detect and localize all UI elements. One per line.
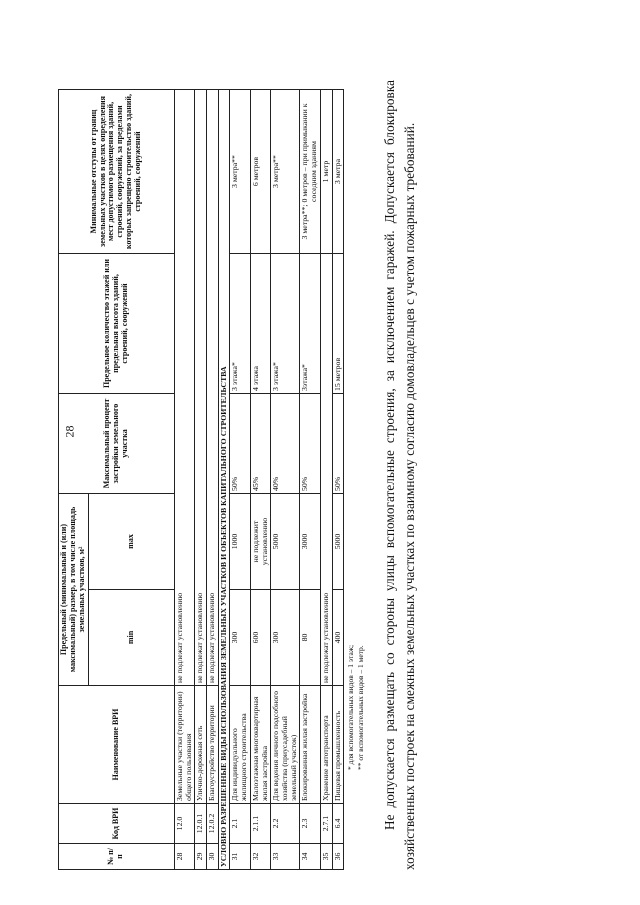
section-row xyxy=(218,90,230,870)
cell-num: 32 xyxy=(250,844,270,870)
table-row xyxy=(300,90,320,870)
cell-code: 2.3 xyxy=(300,804,320,844)
cell-setback: 1 метр xyxy=(320,90,332,254)
cell-code: 2.1 xyxy=(230,804,250,844)
paragraph-text: Не допускается размещать со стороны улицы вспомогательные строения, за исключением гаражей. Допускается блокировка хозяйственных построек на смежных земельных участках по взаимному согласию домовладельцев с учетом пожарных требований. xyxy=(381,80,418,870)
cell-span: не подлежат установлению xyxy=(174,90,194,686)
cell-floors: 15 метров xyxy=(332,254,344,394)
cell-code: 2.7.1 xyxy=(320,804,332,844)
table-row xyxy=(250,90,270,870)
cell-floors: 3 этажа* xyxy=(271,254,300,394)
cell-num: 33 xyxy=(271,844,300,870)
table-footnotes xyxy=(346,40,366,770)
cell-code: 12.0.1 xyxy=(195,804,207,844)
cell-max: 3000 xyxy=(300,494,320,590)
section-title: УСЛОВНО РАЗРЕШЕННЫЕ ВИДЫ ИСПОЛЬЗОВАНИЯ ЗЕМЕЛЬНЫХ УЧАСТКОВ И ОБЪЕКТОВ КАПИТАЛЬНОГО СТРОИТЕЛЬСТВА xyxy=(218,90,230,870)
cell-min: 600 xyxy=(250,590,270,686)
cell-num: 30 xyxy=(207,844,219,870)
table-row xyxy=(271,90,300,870)
footnote: ** от вспомогательных видов – 1 метр. xyxy=(356,645,366,770)
cell-min: 300 xyxy=(271,590,300,686)
cell-name: Благоустройство территории xyxy=(207,686,219,804)
cell-code: 12.0 xyxy=(174,804,194,844)
cell-percent: 50% xyxy=(300,394,320,494)
cell-setback: 6 метров xyxy=(250,90,270,254)
cell-span: не подлежат установлению xyxy=(320,254,332,686)
header-percent: Максимальный процент застройки земельного участка xyxy=(59,394,175,494)
table-row xyxy=(207,90,219,870)
cell-min: 80 xyxy=(300,590,320,686)
header-min: min xyxy=(88,590,174,686)
header-max: max xyxy=(88,494,174,590)
cell-max: не подлежит установлению xyxy=(250,494,270,590)
header-num: № п/п xyxy=(59,844,175,870)
cell-name: Пищевая промышленность xyxy=(332,686,344,804)
cell-span: не подлежат установлению xyxy=(207,90,219,686)
cell-code: 2.1.1 xyxy=(250,804,270,844)
cell-setback: 3 метра xyxy=(332,90,344,254)
cell-code: 2.2 xyxy=(271,804,300,844)
cell-min: 300 xyxy=(230,590,250,686)
table-row xyxy=(174,90,194,870)
cell-setback: 3 метра** xyxy=(271,90,300,254)
cell-name: Для ведения личного подсобного хозяйства (приусадебный земельный участок) xyxy=(271,686,300,804)
table-row xyxy=(230,90,250,870)
cell-num: 36 xyxy=(332,844,344,870)
cell-code: 12.0.2 xyxy=(207,804,219,844)
regulations-table xyxy=(58,89,344,870)
cell-name: Блокированная жилая застройка xyxy=(300,686,320,804)
page-number: 28 xyxy=(62,425,77,438)
cell-max: 5000 xyxy=(271,494,300,590)
header-size-group: Предельный (минимальный и (или) максимальный) размер, в том числе площадь земельных участков, м² xyxy=(59,494,89,686)
header-code: Код ВРИ xyxy=(59,804,175,844)
cell-percent: 40% xyxy=(271,394,300,494)
cell-setback: 3 метра** xyxy=(230,90,250,254)
footnote: * для вспомогательных видов – 1 этаж; xyxy=(346,644,356,770)
cell-num: 35 xyxy=(320,844,332,870)
cell-name: Земельные участки (территории) общего пользования xyxy=(174,686,194,804)
cell-code: 6.4 xyxy=(332,804,344,844)
cell-percent: 45% xyxy=(250,394,270,494)
cell-max: 5000 xyxy=(332,494,344,590)
cell-name: Хранение автотранспорта xyxy=(320,686,332,804)
header-setback: Минимальные отступы от границ земельных участков в целях определения мест допустимого размещения зданий, строений, сооружений, за пределами которых запрещено строительство зданий, строений, сооружений xyxy=(59,90,175,254)
body-paragraph xyxy=(380,80,421,870)
cell-num: 28 xyxy=(174,844,194,870)
cell-floors: 3 этажа* xyxy=(230,254,250,394)
header-name: Наименование ВРИ xyxy=(59,686,175,804)
cell-max: 1000 xyxy=(230,494,250,590)
cell-num: 31 xyxy=(230,844,250,870)
cell-name: Улично-дорожная сеть xyxy=(195,686,207,804)
cell-min: 400 xyxy=(332,590,344,686)
table-row xyxy=(320,90,332,870)
cell-percent: 50% xyxy=(230,394,250,494)
rotated-page-content xyxy=(58,40,618,870)
header-floors: Предельное количество этажей или предельная высота зданий, строений, сооружений xyxy=(59,254,175,394)
cell-setback: 3 метра**; 0 метров – при примыкании к соседним зданиям xyxy=(300,90,320,254)
cell-percent: 50% xyxy=(332,394,344,494)
cell-name: Для индивидуального жилищного строительства xyxy=(230,686,250,804)
cell-floors: 3этажа* xyxy=(300,254,320,394)
cell-num: 29 xyxy=(195,844,207,870)
cell-span: не подлежат установлению xyxy=(195,90,207,686)
table-row xyxy=(332,90,344,870)
cell-name: Малоэтажная многоквартирная жилая застройка xyxy=(250,686,270,804)
cell-num: 34 xyxy=(300,844,320,870)
cell-floors: 4 этажа xyxy=(250,254,270,394)
table-row xyxy=(195,90,207,870)
